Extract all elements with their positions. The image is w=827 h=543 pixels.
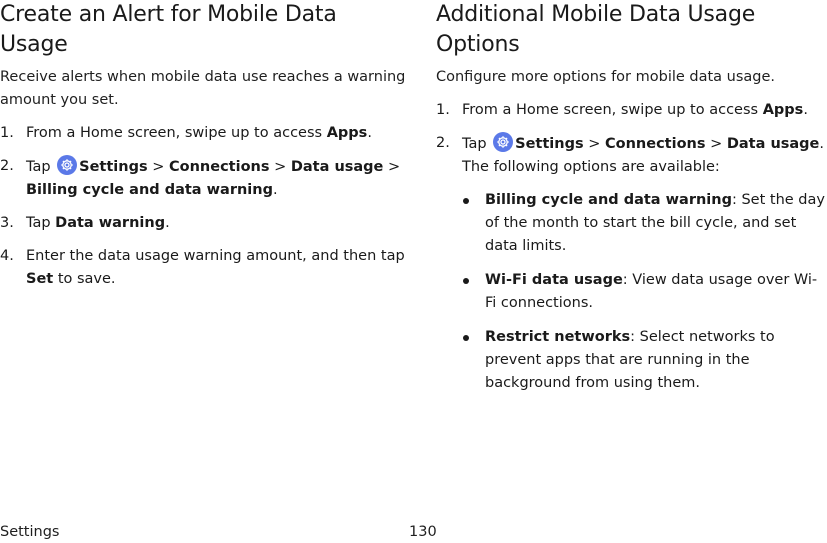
step-text: From a Home screen, swipe up to access [462,102,763,118]
step-punct: . [367,125,372,141]
data-warning-term: Data warning [55,215,166,231]
step-item [0,122,410,145]
connections-term: Connections [604,136,706,152]
data-usage-term: Data usage [290,159,384,175]
steps-list [436,99,827,179]
bullet-icon [463,278,469,284]
step-number: 2. [0,158,14,174]
step-number: 1. [0,125,14,141]
apps-term: Apps [762,102,804,118]
step-punct: . [803,102,808,118]
section-title: Additional Mobile Data Usage Options [436,2,756,57]
step-text: Tap [26,215,56,231]
option-item [436,269,827,315]
step-number: 1. [436,102,450,118]
option-item [436,189,827,258]
footer-section-name: Settings [0,524,60,540]
settings-term: Settings [515,136,584,152]
path-separator: > [147,159,169,175]
step-punct: . [165,215,170,231]
bullet-icon [463,335,469,341]
settings-term: Settings [79,159,148,175]
option-desc: : Select networks to prevent apps that are running in the background from using them. [485,329,775,391]
apps-term: Apps [326,125,368,141]
step-item [0,155,410,202]
step-number: 4. [0,248,14,264]
step-text: to save. [53,271,116,287]
billing-term: Billing cycle and data warning [26,182,273,198]
path-separator: > [383,159,401,175]
step-punct: . [272,182,278,198]
step-number: 2. [436,135,450,151]
step-item [0,212,410,235]
step-text: Tap [462,136,487,152]
step-text: Enter the data usage warning amount, and then tap [26,248,405,264]
path-separator: > [583,136,605,152]
step-text: From a Home screen, swipe up to access [26,125,327,141]
right-column [436,0,827,406]
bullet-icon [463,198,469,204]
option-term: Wi-Fi data usage [485,272,623,288]
page-number: 130 [409,524,437,540]
option-term: Billing cycle and data warning [485,192,732,208]
data-usage-term: Data usage [726,136,820,152]
section-title: Create an Alert for Mobile Data Usage [0,2,337,57]
step-text: Tap [26,159,51,175]
path-separator: > [269,159,291,175]
option-desc: : View data usage over Wi-Fi connections. [485,272,818,311]
section-intro: Configure more options for mobile data usage. [436,69,776,85]
step-text: . The following options are available: [462,136,825,175]
settings-gear-icon [57,155,77,175]
section-intro: Receive alerts when mobile data use reaches a warning amount you set. [0,69,406,108]
options-list [436,189,827,395]
option-term: Restrict networks [485,329,631,345]
left-column [0,0,410,301]
step-item [0,245,410,291]
set-term: Set [26,271,54,287]
path-separator: > [705,136,727,152]
option-desc: : Set the day of the month to start the bill cycle, and set data limits. [485,192,825,254]
step-number: 3. [0,215,14,231]
connections-term: Connections [168,159,270,175]
steps-list [0,122,410,291]
step-item [436,99,827,122]
option-item [436,326,827,395]
settings-gear-icon [493,132,513,152]
step-item [436,132,827,179]
